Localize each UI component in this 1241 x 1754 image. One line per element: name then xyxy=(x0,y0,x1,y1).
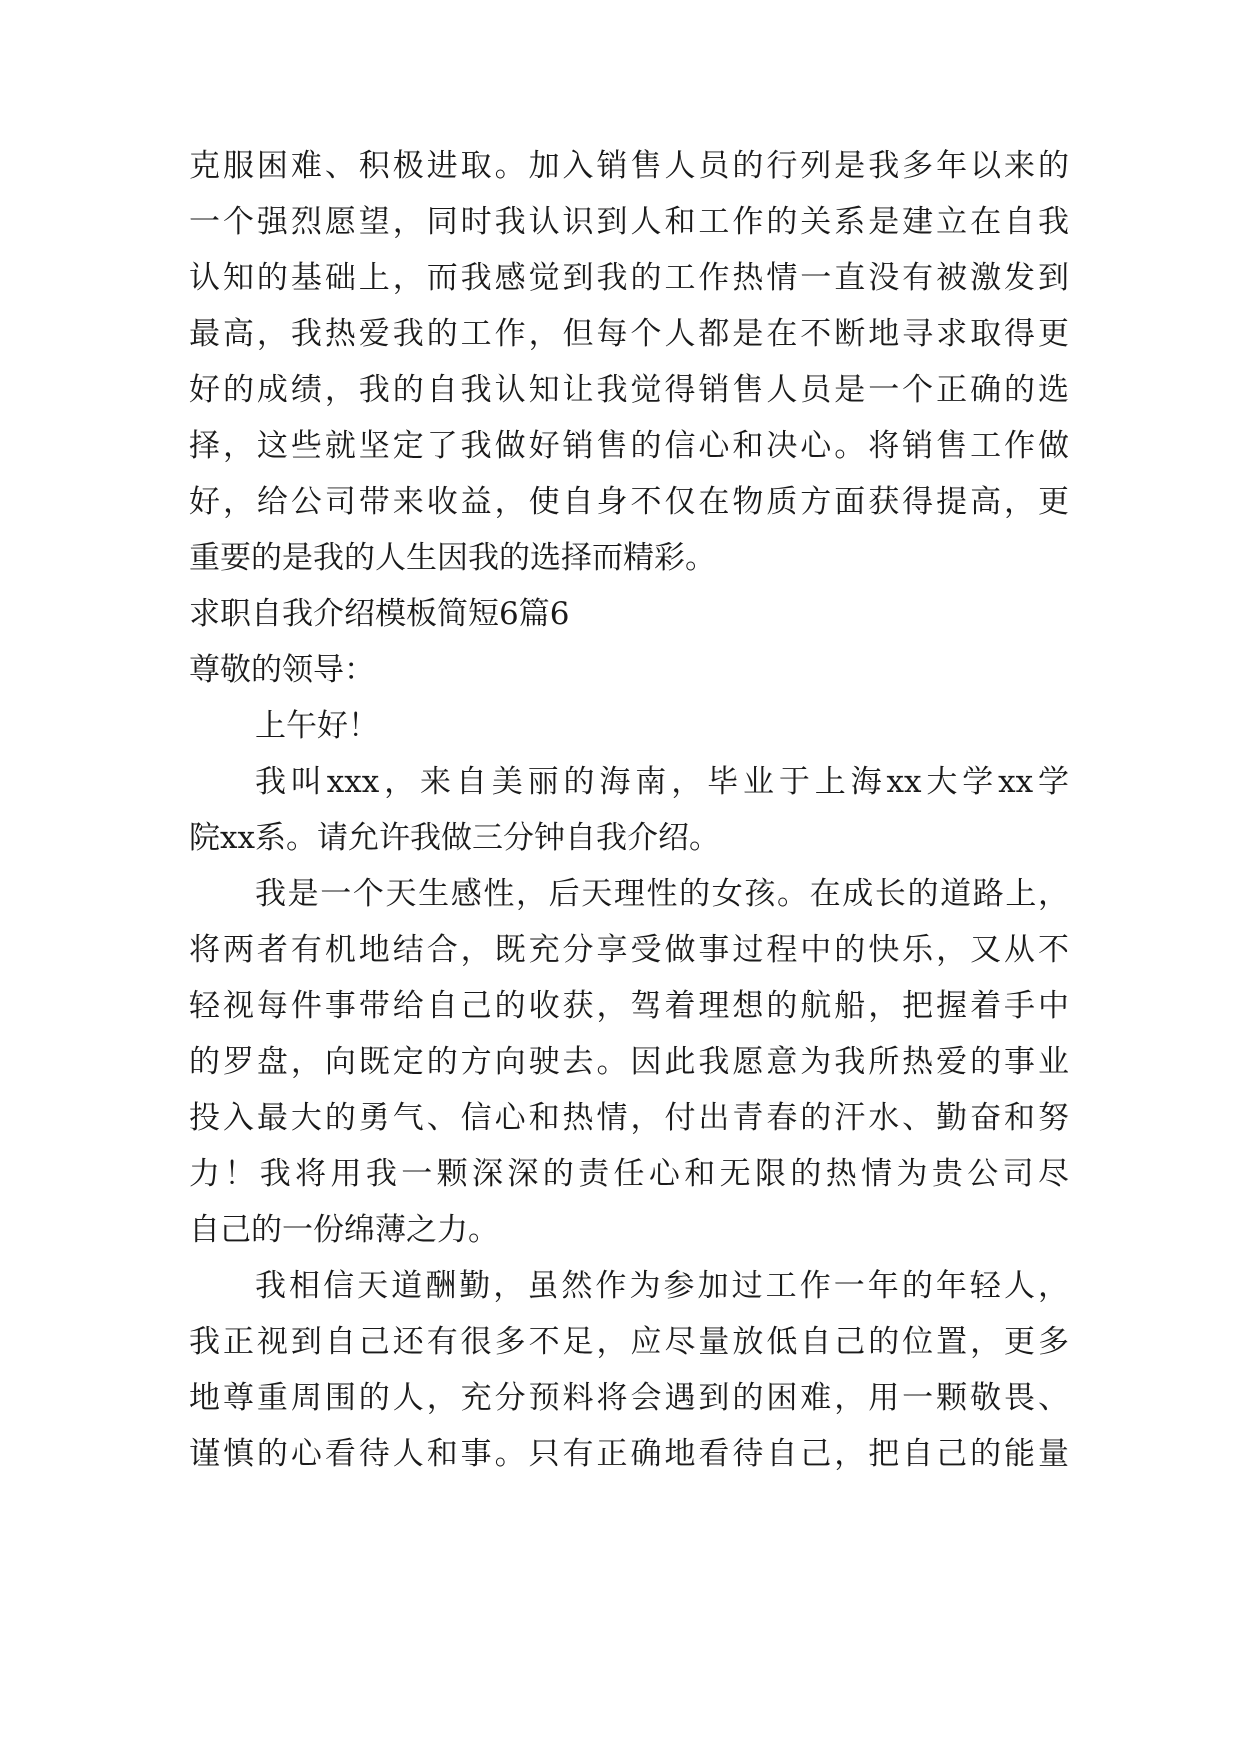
paragraph-line: 轻视每件事带给自己的收获，驾着理想的航船，把握着手中 xyxy=(189,988,1069,1024)
paragraph-line: 的罗盘，向既定的方向驶去。因此我愿意为我所热爱的事业 xyxy=(189,1044,1069,1080)
salutation: 尊敬的领导： xyxy=(189,652,375,688)
paragraph-line: 克服困难、积极进取。加入销售人员的行列是我多年以来的 xyxy=(189,148,1069,184)
paragraph-line: 我叫xxx，来自美丽的海南，毕业于上海xx大学xx学 xyxy=(255,764,1069,800)
paragraph-line: 自己的一份绵薄之力。 xyxy=(189,1212,499,1248)
paragraph-line: 认知的基础上，而我感觉到我的工作热情一直没有被激发到 xyxy=(189,260,1069,296)
paragraph-line: 我正视到自己还有很多不足，应尽量放低自己的位置，更多 xyxy=(189,1324,1069,1360)
paragraph-line: 一个强烈愿望，同时我认识到人和工作的关系是建立在自我 xyxy=(189,204,1069,240)
paragraph-line: 地尊重周围的人，充分预料将会遇到的困难，用一颗敬畏、 xyxy=(189,1380,1069,1416)
paragraph-line: 择，这些就坚定了我做好销售的信心和决心。将销售工作做 xyxy=(189,428,1069,464)
paragraph-line: 我相信天道酬勤，虽然作为参加过工作一年的年轻人， xyxy=(255,1268,1069,1304)
paragraph-line: 力！我将用我一颗深深的责任心和无限的热情为贵公司尽 xyxy=(189,1156,1069,1192)
paragraph-line: 好的成绩，我的自我认知让我觉得销售人员是一个正确的选 xyxy=(189,372,1069,408)
section-heading: 求职自我介绍模板简短6篇6 xyxy=(189,596,570,632)
paragraph-line: 我是一个天生感性，后天理性的女孩。在成长的道路上， xyxy=(255,876,1069,912)
paragraph-line: 院xx系。请允许我做三分钟自我介绍。 xyxy=(189,820,720,856)
paragraph-line: 重要的是我的人生因我的选择而精彩。 xyxy=(189,540,716,576)
paragraph-line: 好，给公司带来收益，使自身不仅在物质方面获得提高，更 xyxy=(189,484,1069,520)
paragraph-line: 最高，我热爱我的工作，但每个人都是在不断地寻求取得更 xyxy=(189,316,1069,352)
paragraph-line: 谨慎的心看待人和事。只有正确地看待自己，把自己的能量 xyxy=(189,1436,1069,1472)
paragraph-line: 将两者有机地结合，既充分享受做事过程中的快乐，又从不 xyxy=(189,932,1069,968)
greeting: 上午好！ xyxy=(255,708,379,744)
paragraph-line: 投入最大的勇气、信心和热情，付出青春的汗水、勤奋和努 xyxy=(189,1100,1069,1136)
